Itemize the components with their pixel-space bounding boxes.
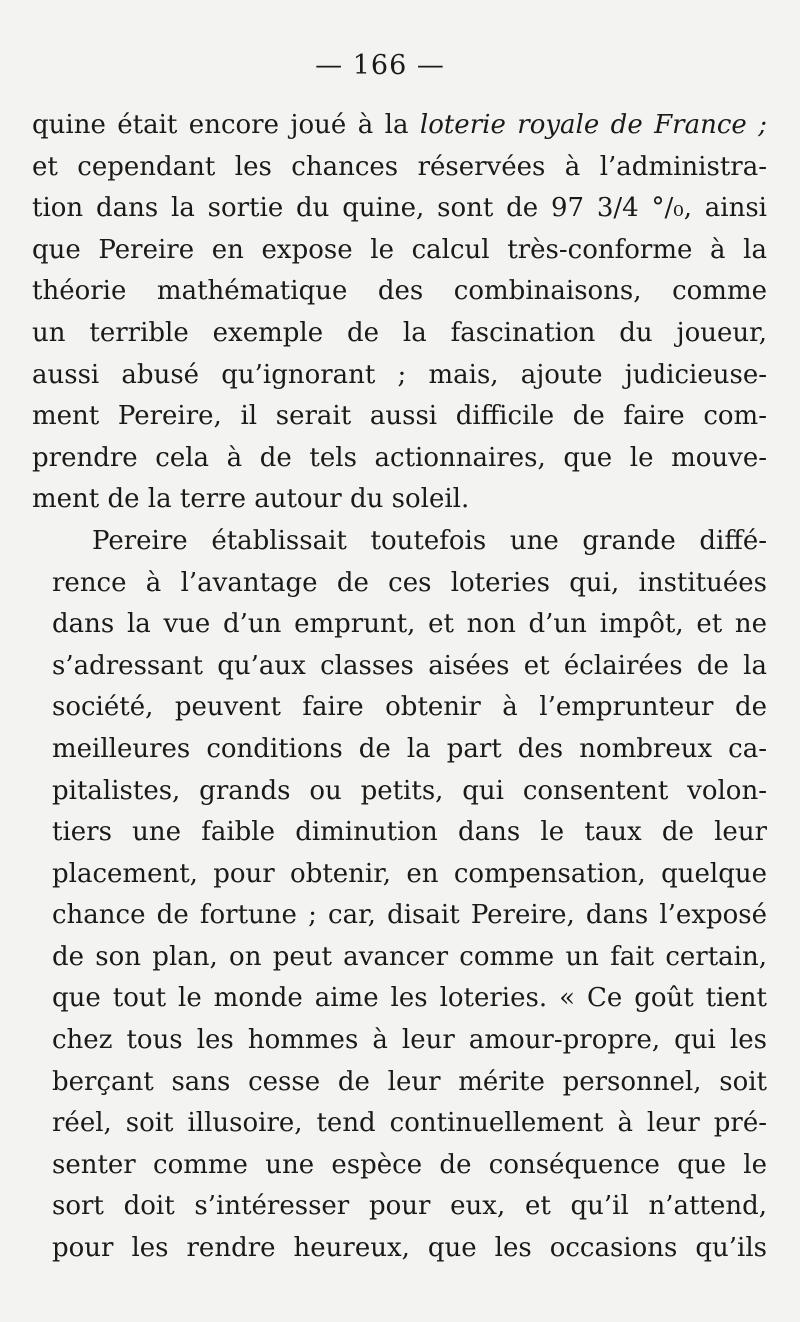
text-line: meilleures conditions de la part des nombreux ca- <box>52 733 767 764</box>
page-number: — 166 — <box>315 50 445 81</box>
text-line: ment Pereire, il serait aussi difficile de faire com- <box>32 401 767 432</box>
text-line: rence à l’avantage de ces loteries qui, instituées <box>52 567 767 598</box>
text-line: dans la vue d’un emprunt, et non d’un impôt, et ne <box>52 609 767 640</box>
text-line-italic: loterie royale de France ; <box>419 110 767 140</box>
paragraph-1 <box>32 105 767 521</box>
text-line: que tout le monde aime les loteries. « Ce goût tient <box>52 983 767 1014</box>
text-line: placement, pour obtenir, en compensation, quelque <box>52 858 767 889</box>
text-line: pour les rendre heureux, que les occasions qu’ils <box>52 1233 767 1264</box>
paragraph-2 <box>52 521 767 1270</box>
text-line: pitalistes, grands ou petits, qui consentent volon- <box>52 775 767 806</box>
body-text <box>32 105 767 1270</box>
text-line: Pereire établissait toutefois une grande diffé- <box>92 525 767 556</box>
text-line-roman: quine était encore joué à la <box>32 110 420 140</box>
text-line: ment de la terre autour du soleil. <box>32 484 470 515</box>
text-line <box>32 105 767 147</box>
text-line: et cependant les chances réservées à l’administra- <box>32 151 767 182</box>
text-line: chance de fortune ; car, disait Pereire, dans l’exposé <box>52 900 767 931</box>
text-line: berçant sans cesse de leur mérite personnel, soit <box>52 1066 767 1097</box>
text-line: tion dans la sortie du quine, sont de 97 3/4 °/₀, ainsi <box>32 193 767 224</box>
text-line: s’adressant qu’aux classes aisées et éclairées de la <box>52 650 767 681</box>
text-line: chez tous les hommes à leur amour-propre, qui les <box>52 1025 767 1056</box>
text-line: sort doit s’intéresser pour eux, et qu’il n’attend, <box>52 1191 767 1222</box>
text-line: tiers une faible diminution dans le taux de leur <box>52 817 767 848</box>
text-line: prendre cela à de tels actionnaires, que le mouve- <box>32 442 767 473</box>
text-line: société, peuvent faire obtenir à l’emprunteur de <box>52 692 767 723</box>
text-line: théorie mathématique des combinaisons, comme <box>32 276 767 307</box>
text-line: de son plan, on peut avancer comme un fait certain, <box>52 941 767 972</box>
text-line: senter comme une espèce de conséquence que le <box>52 1149 767 1180</box>
text-line: réel, soit illusoire, tend continuellement à leur pré- <box>52 1108 767 1139</box>
text-line: aussi abusé qu’ignorant ; mais, ajoute judicieuse- <box>32 359 767 390</box>
text-line: un terrible exemple de la fascination du joueur, <box>32 317 767 348</box>
text-line: que Pereire en expose le calcul très-conforme à la <box>32 234 767 265</box>
